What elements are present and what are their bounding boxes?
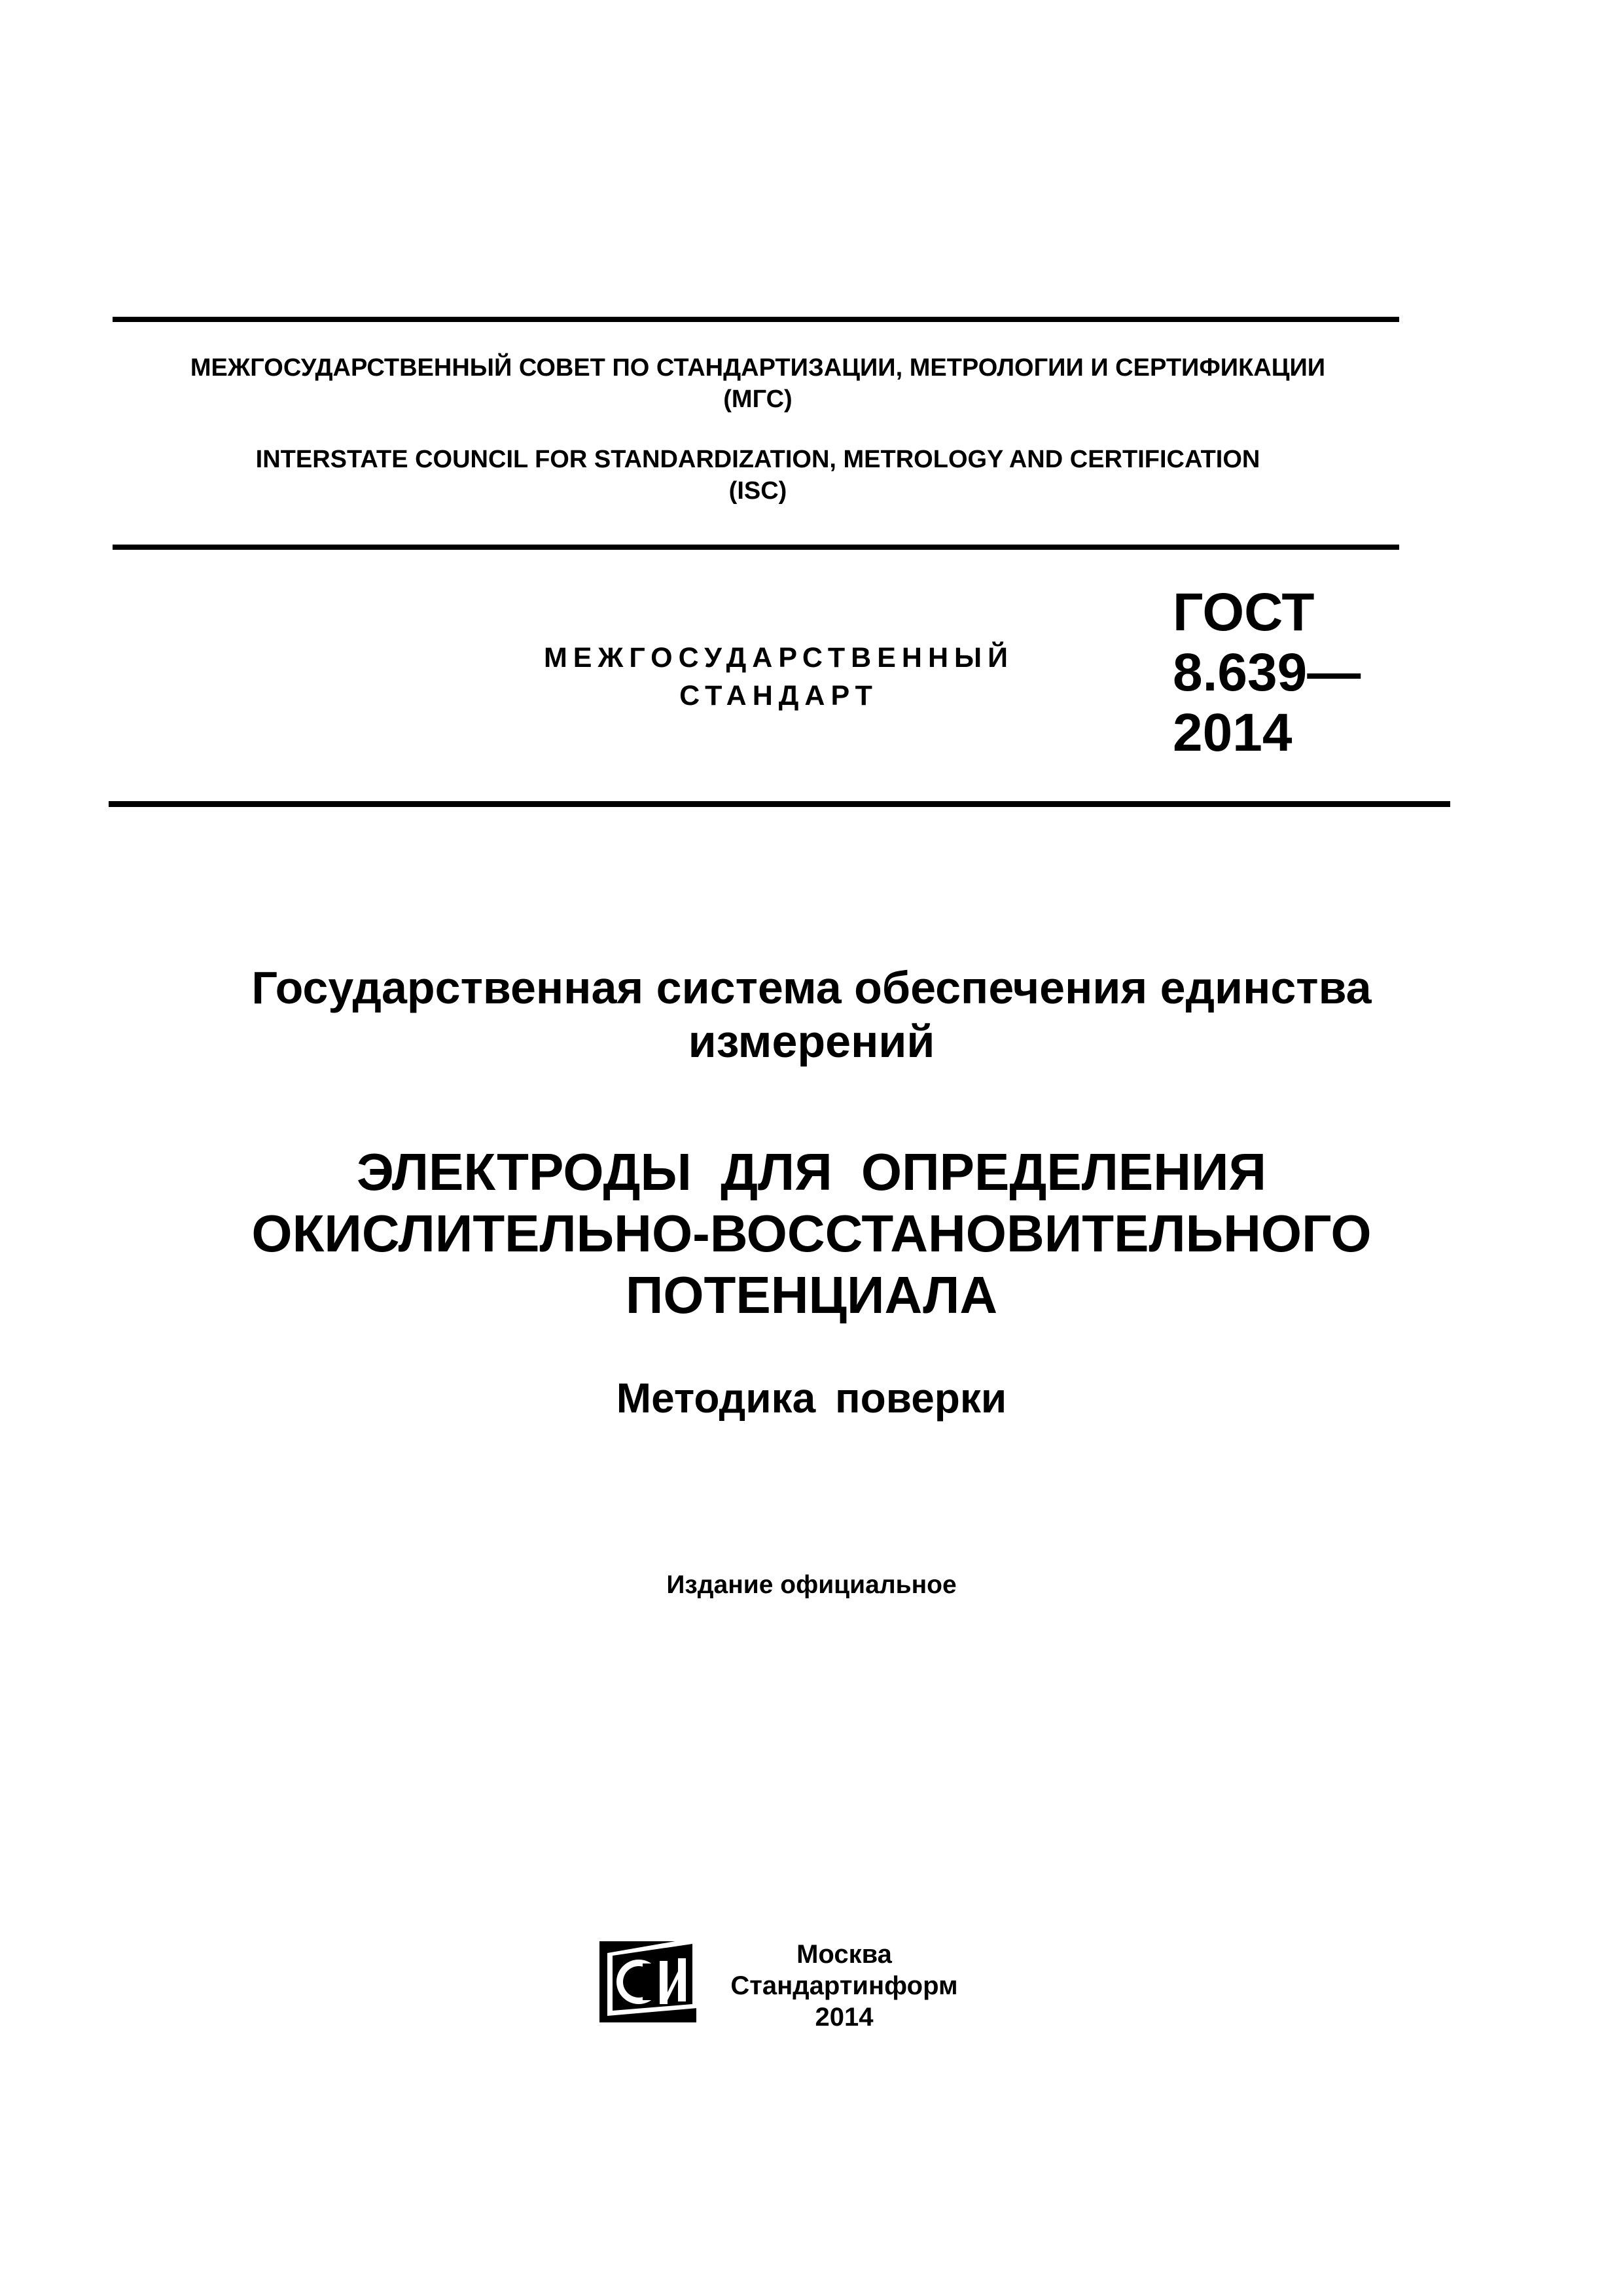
publisher-logo	[599, 1937, 702, 2024]
top-rule	[113, 317, 1399, 322]
title-line1: ЭЛЕКТРОДЫ ДЛЯ ОПРЕДЕЛЕНИЯ	[357, 1143, 1266, 1201]
council-name-ru: МЕЖГОСУДАРСТВЕННЫЙ СОВЕТ ПО СТАНДАРТИЗАЦИИ, МЕТРОЛОГИИ И СЕРТИФИКАЦИИ	[190, 354, 1326, 382]
middle-rule	[113, 545, 1399, 550]
document-title	[105, 1141, 1518, 1326]
gost-year: 2014	[1173, 703, 1293, 762]
bottom-rule	[109, 801, 1450, 807]
method-subtitle: Методика поверки	[616, 1374, 1007, 1422]
gost-number: 8.639—	[1173, 643, 1361, 702]
gost-prefix: ГОСТ	[1173, 583, 1315, 642]
edition-note: Издание официальное	[666, 1571, 957, 1599]
publisher-year: 2014	[815, 2003, 874, 2032]
publisher-name: Стандартинформ	[730, 1971, 958, 2000]
subtitle	[105, 961, 1518, 1068]
standard-type-line2: СТАНДАРТ	[679, 680, 878, 711]
publisher-city: Москва	[796, 1940, 892, 1969]
council-abbr-en: (ISC)	[728, 477, 787, 505]
standard-type	[510, 639, 1047, 715]
gost-designation	[1173, 583, 1461, 763]
subtitle-line1: Государственная система обеспечения единства	[251, 962, 1372, 1013]
title-line3: ПОТЕНЦИАЛА	[625, 1266, 998, 1324]
council-name-en: INTERSTATE COUNCIL FOR STANDARDIZATION, METROLOGY AND CERTIFICATION	[255, 446, 1260, 473]
title-line2: ОКИСЛИТЕЛЬНО-ВОССТАНОВИТЕЛЬНОГО	[251, 1204, 1372, 1263]
council-abbr-ru: (МГС)	[723, 386, 793, 413]
council-block-en	[116, 444, 1399, 507]
council-block	[116, 352, 1399, 415]
standard-type-line1: МЕЖГОСУДАРСТВЕННЫЙ	[543, 642, 1014, 673]
standartinform-logo-icon	[599, 1937, 702, 2024]
publisher-info	[707, 1939, 982, 2033]
subtitle-line2: измерений	[688, 1016, 935, 1067]
